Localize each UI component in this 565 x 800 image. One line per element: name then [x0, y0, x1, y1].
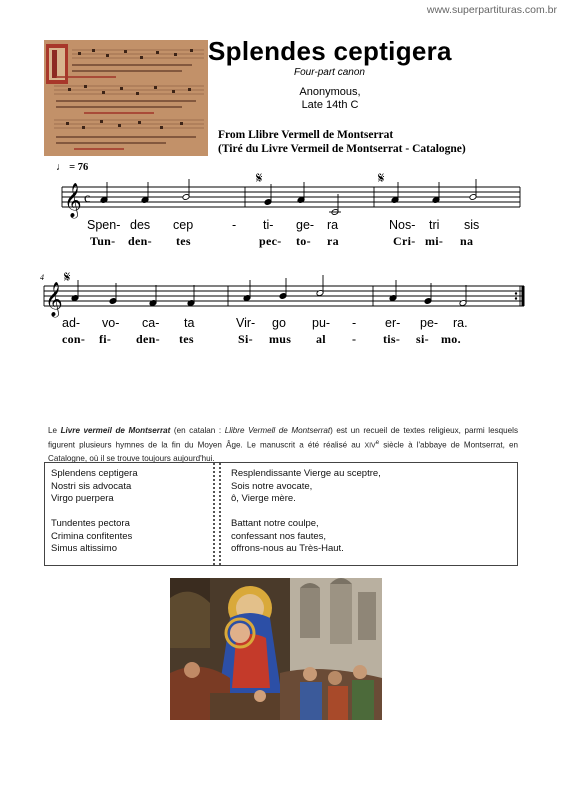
tempo-marking: ♩ = 76: [56, 162, 89, 173]
lyric: den-: [136, 332, 160, 346]
lyric: pe-: [420, 316, 439, 330]
lyric: ta: [184, 316, 195, 330]
french-text: [231, 468, 381, 556]
composer: [290, 86, 370, 112]
latin-line: Crimina confitentes: [51, 530, 133, 542]
french-line: offrons-nous au Très-Haut.: [231, 543, 344, 554]
lyric: tes: [176, 234, 191, 248]
book-title: Livre vermeil de Montserrat: [60, 426, 171, 435]
lyric: na: [460, 234, 474, 248]
intro-paragraph: [48, 425, 518, 465]
french-line: Sois notre avocate,: [231, 480, 313, 492]
french-line: [231, 506, 381, 519]
latin-line: [51, 506, 138, 519]
page-title: Splendes ceptigera: [208, 36, 452, 66]
intro-text: ) est un recueil de textes religieux, parmi lesquels figurent plusieurs hymnes de la fin du Moyen Âge. Le manuscrit a été réalisé au: [48, 426, 518, 450]
century: XIV: [364, 442, 376, 450]
manuscript-image: [44, 40, 208, 156]
intro-text: Le: [48, 426, 61, 435]
treble-clef-icon: 𝄞: [45, 282, 63, 317]
lyric: ra: [327, 218, 339, 232]
lyric: vo-: [102, 316, 120, 330]
source-note: [218, 128, 466, 156]
source-line-2: (Tiré du Livre Vermeil de Montserrat - Catalogne): [218, 143, 466, 155]
lyric: er-: [385, 316, 401, 330]
lyric: Cri-: [393, 234, 416, 248]
common-time-icon: c: [84, 191, 91, 206]
segno-icon: 𝄋: [64, 270, 71, 286]
lyric: -: [352, 316, 357, 330]
translation-table: [44, 462, 518, 566]
lyric: des: [130, 218, 151, 232]
music-system-2: [0, 270, 565, 350]
lyric: Nos-: [389, 218, 416, 232]
lyric: ad-: [62, 316, 81, 330]
latin-line: Nostri sis advocata: [51, 480, 132, 492]
lyric: ti-: [263, 218, 274, 232]
segno-icon: 𝄋: [256, 170, 263, 187]
lyric: to-: [296, 234, 311, 248]
lyric: si-: [416, 332, 429, 346]
lyric: go: [272, 316, 286, 330]
lyric: cep: [173, 218, 194, 232]
lyric: pu-: [312, 316, 331, 330]
lyric: tri: [429, 218, 440, 232]
french-line: confessant nos fautes,: [231, 530, 327, 542]
treble-clef-icon: 𝄞: [64, 183, 82, 218]
intro-text: (en catalan :: [170, 426, 225, 435]
composer-date: Late 14th C: [301, 99, 359, 111]
intro-text: siècle à l'abbaye de Montserrat, en Catalogne, où il se trouve toujours aujourd'hui.: [48, 440, 518, 463]
measure-number: 4: [40, 273, 44, 282]
staff-2: [0, 270, 565, 318]
lyric: tes: [179, 332, 194, 346]
lyric: tis-: [383, 332, 401, 346]
lyric: Si-: [238, 332, 253, 346]
lyric: Tun-: [90, 234, 116, 248]
century-suffix: e: [375, 440, 380, 446]
lyric: mus: [269, 332, 292, 346]
composer-name: Anonymous,: [299, 86, 361, 98]
virgin-painting-image: [170, 578, 382, 720]
lyric: -: [232, 218, 237, 232]
lyric: ra.: [453, 316, 468, 330]
lyric: sis: [464, 218, 480, 232]
lyric: ra: [327, 234, 339, 248]
latin-line: Tundentes pectora: [51, 518, 130, 529]
subtitle: Four-part canon: [294, 67, 365, 78]
staff-1: [0, 170, 565, 220]
latin-line: Simus altissimo: [51, 543, 117, 554]
french-line: ô, Vierge mère.: [231, 493, 296, 504]
source-line-1: From Llibre Vermell de Montserrat: [218, 129, 394, 141]
lyric: ca-: [142, 316, 160, 330]
lyric: pec-: [259, 234, 282, 248]
site-url[interactable]: www.superpartituras.com.br: [426, 4, 557, 16]
lyric: Vir-: [236, 316, 256, 330]
book-title-catalan: Llibre Vermell de Montserrat: [224, 426, 331, 435]
lyric: fi-: [99, 332, 112, 346]
latin-text: [51, 468, 138, 556]
music-system-1: [0, 170, 565, 260]
lyric: con-: [62, 332, 86, 346]
lyric: mi-: [425, 234, 444, 248]
french-line: Resplendissante Vierge au sceptre,: [231, 468, 381, 479]
french-line: Battant notre coulpe,: [231, 518, 319, 529]
lyric: den-: [128, 234, 152, 248]
segno-icon: 𝄋: [378, 170, 385, 187]
latin-line: Virgo puerpera: [51, 493, 114, 504]
lyric: al: [316, 332, 326, 346]
lyric: -: [352, 332, 357, 346]
latin-line: Splendens ceptigera: [51, 468, 138, 479]
lyric: Spen-: [87, 218, 121, 232]
lyric: ge-: [296, 218, 315, 232]
column-divider: [213, 463, 221, 565]
lyric: mo.: [441, 332, 461, 346]
